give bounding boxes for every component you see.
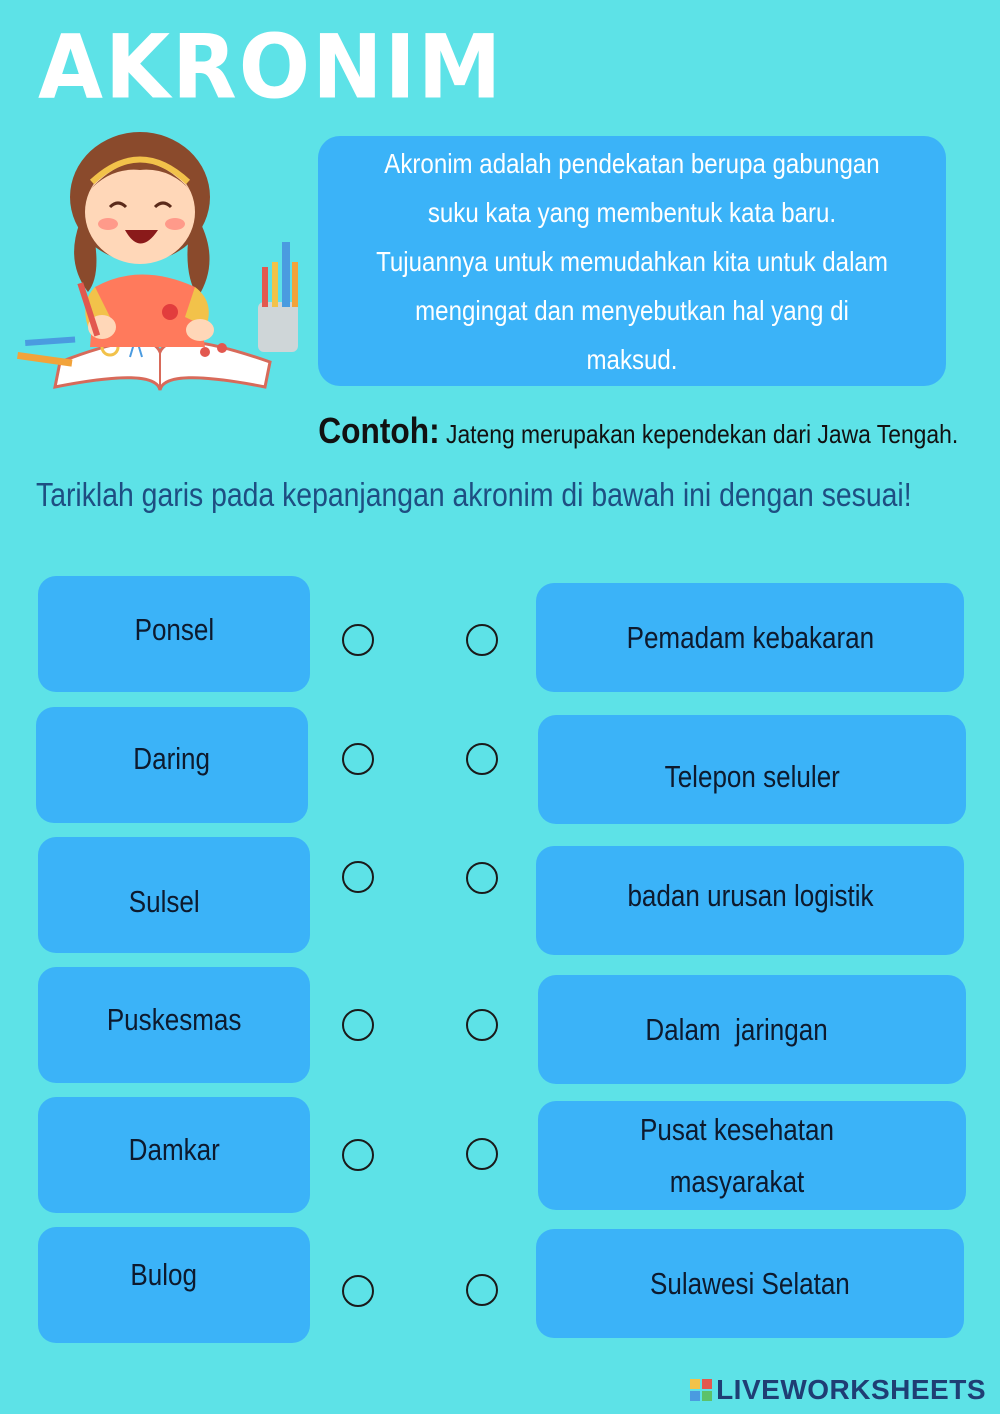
- right-item-telepon-seluler: [538, 715, 966, 824]
- left-item-label: Puskesmas: [106, 1002, 242, 1037]
- left-item-sulsel: [38, 837, 310, 953]
- description-text: Akronim adalah pendekatan berupa gabungan suku kata yang membentuk kata baru. Tujuannya untuk memudahkan kita untuk dalam mengingat dan menyebutkan hal yang di maksud.: [376, 147, 888, 375]
- right-item-label: Pusat kesehatan masyarakat: [639, 1111, 834, 1199]
- page-title: AKRONIM: [38, 15, 504, 119]
- right-item-label: badan urusan logistik: [626, 877, 874, 913]
- example-text: Jateng merupakan kependekan dari Jawa Tengah.: [439, 419, 958, 449]
- example-line: [318, 410, 958, 452]
- right-item-label: Sulawesi Selatan: [650, 1265, 850, 1301]
- left-item-label: Ponsel: [134, 612, 214, 647]
- right-connector-circle[interactable]: [466, 743, 498, 775]
- instruction-text: Tariklah garis pada kepanjangan akronim di bawah ini dengan sesuai!: [36, 476, 912, 513]
- right-connector-circle[interactable]: [466, 862, 498, 894]
- liveworksheets-brand: LIVEWORKSHEETS: [716, 1374, 986, 1405]
- right-connector-circle[interactable]: [466, 624, 498, 656]
- left-connector-circle[interactable]: [342, 624, 374, 656]
- right-item-sulawesi-selatan: [536, 1229, 964, 1338]
- example-label: Contoh:: [318, 410, 440, 451]
- right-item-label: Pemadam kebakaran: [626, 619, 874, 655]
- description-box: [318, 136, 946, 386]
- left-connector-circle[interactable]: [342, 1139, 374, 1171]
- left-item-daring: [36, 707, 308, 823]
- left-item-puskesmas: [38, 967, 310, 1083]
- right-connector-circle[interactable]: [466, 1274, 498, 1306]
- left-item-label: Daring: [133, 741, 211, 776]
- right-item-label: Dalam jaringan: [645, 1011, 829, 1047]
- right-item-dalam-jaringan: [538, 975, 966, 1084]
- left-item-label: Bulog: [130, 1257, 198, 1292]
- left-item-label: Damkar: [128, 1132, 220, 1167]
- girl-drawing-illustration: [10, 112, 310, 402]
- left-connector-circle[interactable]: [342, 1009, 374, 1041]
- liveworksheets-logo: [690, 1374, 986, 1406]
- left-item-damkar: [38, 1097, 310, 1213]
- left-connector-circle[interactable]: [342, 743, 374, 775]
- left-item-bulog: [38, 1227, 310, 1343]
- left-connector-circle[interactable]: [342, 861, 374, 893]
- right-connector-circle[interactable]: [466, 1009, 498, 1041]
- left-item-label: Sulsel: [128, 884, 200, 919]
- left-connector-circle[interactable]: [342, 1275, 374, 1307]
- right-item-badan-urusan-logistik: [536, 846, 964, 955]
- right-connector-circle[interactable]: [466, 1138, 498, 1170]
- right-item-label: Telepon seluler: [664, 758, 840, 794]
- liveworksheets-icon: [690, 1379, 712, 1401]
- left-item-ponsel: [38, 576, 310, 692]
- right-item-pemadam-kebakaran: [536, 583, 964, 692]
- right-item-pusat-kesehatan-masyarakat: [538, 1101, 966, 1210]
